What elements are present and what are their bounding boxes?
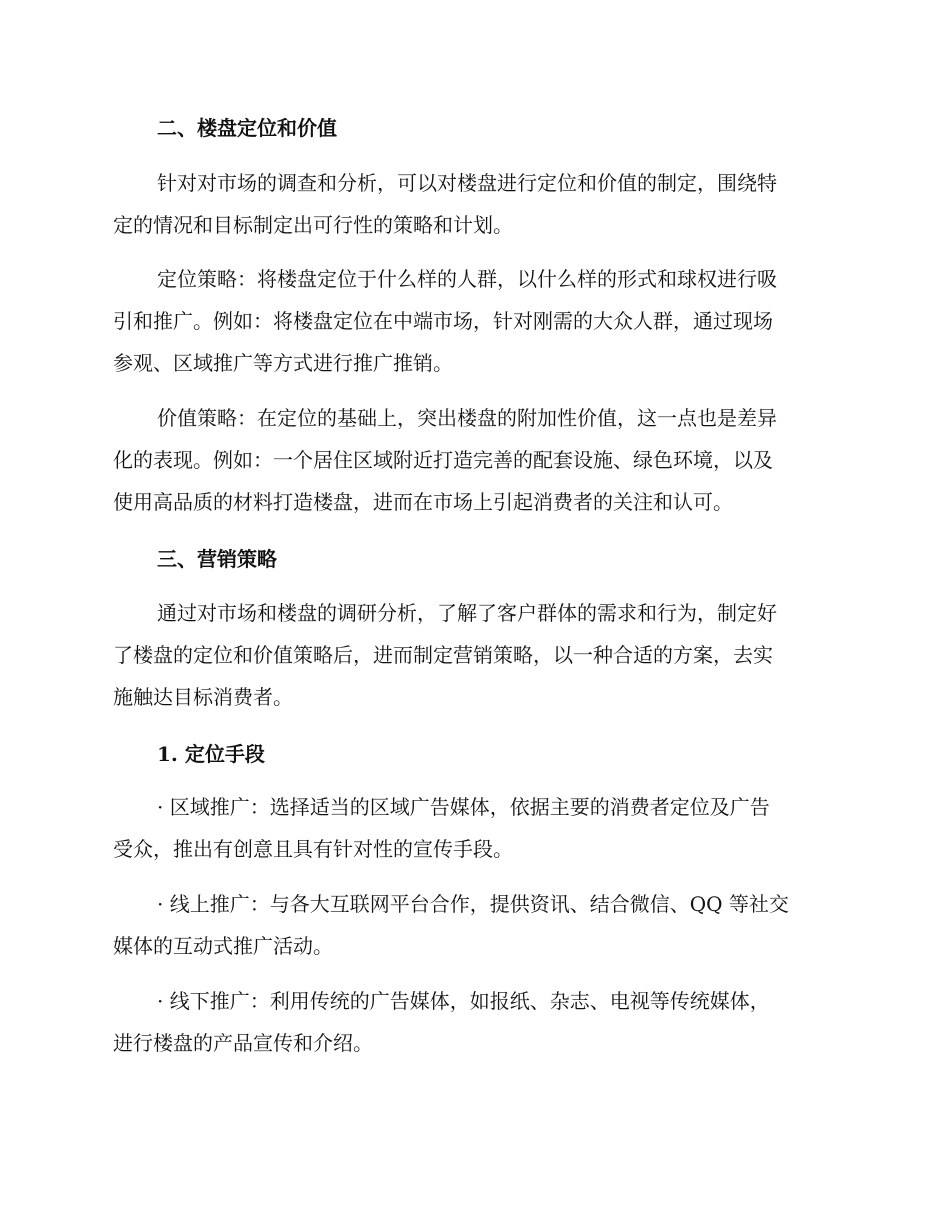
text-line: 使用高品质的材料打造楼盘，进而在市场上引起消费者的关注和认可。 <box>113 490 733 514</box>
section-heading-positioning-value: 二、楼盘定位和价值 <box>157 116 337 140</box>
paragraph-intro-positioning <box>113 162 843 246</box>
text-line: 定的情况和目标制定出可行性的策略和计划。 <box>113 213 513 237</box>
bullet-regional-promotion <box>113 786 843 870</box>
paragraph-marketing-intro <box>113 592 843 718</box>
text-line: 通过对市场和楼盘的调研分析，了解了客户群体的需求和行为，制定好 <box>157 601 777 625</box>
text-line: 受众，推出有创意且具有针对性的宣传手段。 <box>113 837 513 861</box>
text-line: 引和推广。例如：将楼盘定位在中端市场，针对刚需的大众人群，通过现场 <box>113 309 773 333</box>
bullet-online-promotion <box>113 883 843 967</box>
text-line: 针对对市场的调查和分析，可以对楼盘进行定位和价值的制定，围绕特 <box>157 171 777 195</box>
text-line: 了楼盘的定位和价值策略后，进而制定营销策略，以一种合适的方案，去实 <box>113 643 773 667</box>
subsection-heading-positioning-means: 1. 定位手段 <box>157 742 265 766</box>
section-heading-marketing-strategy: 三、营销策略 <box>157 547 277 571</box>
text-line: 价值策略：在定位的基础上，突出楼盘的附加性价值，这一点也是差异 <box>157 406 777 430</box>
text-line: 进行楼盘的产品宣传和介绍。 <box>113 1031 373 1055</box>
text-line: · 区域推广：选择适当的区域广告媒体，依据主要的消费者定位及广告 <box>157 795 770 819</box>
bullet-offline-promotion <box>113 980 843 1064</box>
text-line: · 线上推广：与各大互联网平台合作，提供资讯、结合微信、QQ 等社交 <box>157 892 789 916</box>
text-line: 参观、区域推广等方式进行推广推销。 <box>113 351 453 375</box>
text-line: 施触达目标消费者。 <box>113 685 293 709</box>
text-line: 媒体的互动式推广活动。 <box>113 934 333 958</box>
paragraph-value-strategy <box>113 397 843 523</box>
text-line: · 线下推广：利用传统的广告媒体，如报纸、杂志、电视等传统媒体， <box>157 989 770 1013</box>
paragraph-positioning-strategy <box>113 258 843 384</box>
text-line: 定位策略：将楼盘定位于什么样的人群，以什么样的形式和球权进行吸 <box>157 267 777 291</box>
text-line: 化的表现。例如：一个居住区域附近打造完善的配套设施、绿色环境，以及 <box>113 448 773 472</box>
